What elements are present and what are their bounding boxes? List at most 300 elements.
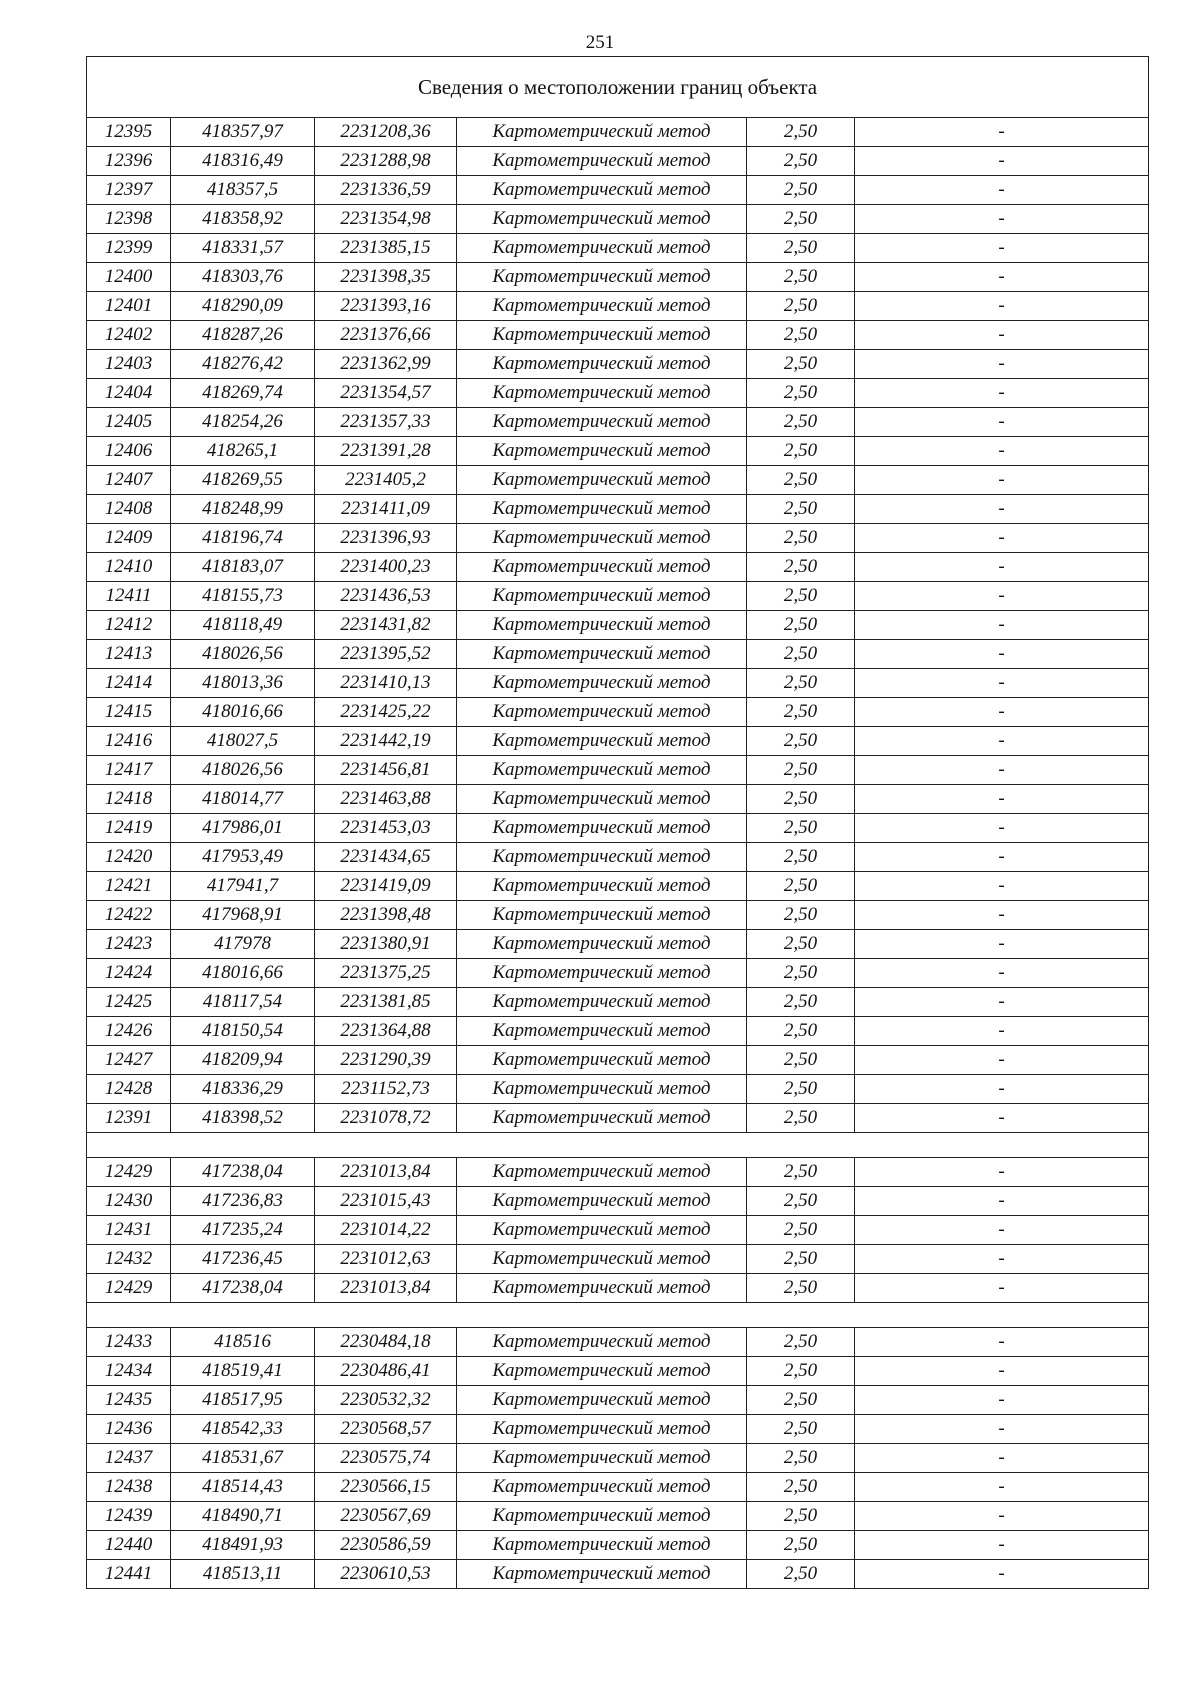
group-separator-cell [87, 1303, 1149, 1328]
accuracy-cell: 2,50 [747, 350, 855, 379]
x-coordinate-cell: 417238,04 [171, 1158, 315, 1187]
point-number-cell: 12440 [87, 1531, 171, 1560]
note-cell: - [855, 1046, 1149, 1075]
accuracy-cell: 2,50 [747, 1415, 855, 1444]
point-number-cell: 12411 [87, 582, 171, 611]
method-cell: Картометрический метод [457, 611, 747, 640]
accuracy-cell: 2,50 [747, 524, 855, 553]
accuracy-cell: 2,50 [747, 1158, 855, 1187]
x-coordinate-cell: 418331,57 [171, 234, 315, 263]
y-coordinate-cell: 2230484,18 [315, 1328, 457, 1357]
point-number-cell: 12416 [87, 727, 171, 756]
method-cell: Картометрический метод [457, 1502, 747, 1531]
method-cell: Картометрический метод [457, 1473, 747, 1502]
y-coordinate-cell: 2230566,15 [315, 1473, 457, 1502]
x-coordinate-cell: 418269,55 [171, 466, 315, 495]
table-row [87, 1357, 1149, 1386]
accuracy-cell: 2,50 [747, 843, 855, 872]
accuracy-cell: 2,50 [747, 408, 855, 437]
x-coordinate-cell: 418254,26 [171, 408, 315, 437]
note-cell: - [855, 321, 1149, 350]
note-cell: - [855, 379, 1149, 408]
point-number-cell: 12414 [87, 669, 171, 698]
accuracy-cell: 2,50 [747, 176, 855, 205]
note-cell: - [855, 1386, 1149, 1415]
note-cell: - [855, 147, 1149, 176]
note-cell: - [855, 669, 1149, 698]
note-cell: - [855, 1560, 1149, 1589]
table-row [87, 1274, 1149, 1303]
x-coordinate-cell: 418517,95 [171, 1386, 315, 1415]
accuracy-cell: 2,50 [747, 669, 855, 698]
note-cell: - [855, 1473, 1149, 1502]
group-separator-cell [87, 1133, 1149, 1158]
x-coordinate-cell: 418026,56 [171, 756, 315, 785]
x-coordinate-cell: 418269,74 [171, 379, 315, 408]
table-row [87, 379, 1149, 408]
note-cell: - [855, 495, 1149, 524]
x-coordinate-cell: 418491,93 [171, 1531, 315, 1560]
note-cell: - [855, 292, 1149, 321]
accuracy-cell: 2,50 [747, 205, 855, 234]
method-cell: Картометрический метод [457, 205, 747, 234]
x-coordinate-cell: 418150,54 [171, 1017, 315, 1046]
y-coordinate-cell: 2231405,2 [315, 466, 457, 495]
table-row [87, 1328, 1149, 1357]
table-row [87, 1104, 1149, 1133]
table-row [87, 901, 1149, 930]
method-cell: Картометрический метод [457, 727, 747, 756]
accuracy-cell: 2,50 [747, 814, 855, 843]
note-cell: - [855, 524, 1149, 553]
method-cell: Картометрический метод [457, 524, 747, 553]
y-coordinate-cell: 2231381,85 [315, 988, 457, 1017]
y-coordinate-cell: 2231014,22 [315, 1216, 457, 1245]
note-cell: - [855, 1357, 1149, 1386]
point-number-cell: 12404 [87, 379, 171, 408]
table-row [87, 292, 1149, 321]
method-cell: Картометрический метод [457, 988, 747, 1017]
point-number-cell: 12401 [87, 292, 171, 321]
point-number-cell: 12432 [87, 1245, 171, 1274]
table-row [87, 234, 1149, 263]
accuracy-cell: 2,50 [747, 611, 855, 640]
note-cell: - [855, 553, 1149, 582]
table-row [87, 1075, 1149, 1104]
table-row [87, 1216, 1149, 1245]
y-coordinate-cell: 2230532,32 [315, 1386, 457, 1415]
method-cell: Картометрический метод [457, 1017, 747, 1046]
accuracy-cell: 2,50 [747, 234, 855, 263]
y-coordinate-cell: 2231393,16 [315, 292, 457, 321]
point-number-cell: 12408 [87, 495, 171, 524]
note-cell: - [855, 234, 1149, 263]
note-cell: - [855, 756, 1149, 785]
accuracy-cell: 2,50 [747, 756, 855, 785]
accuracy-cell: 2,50 [747, 582, 855, 611]
accuracy-cell: 2,50 [747, 1216, 855, 1245]
x-coordinate-cell: 418248,99 [171, 495, 315, 524]
method-cell: Картометрический метод [457, 814, 747, 843]
y-coordinate-cell: 2230586,59 [315, 1531, 457, 1560]
point-number-cell: 12413 [87, 640, 171, 669]
note-cell: - [855, 988, 1149, 1017]
table-row [87, 698, 1149, 727]
note-cell: - [855, 1104, 1149, 1133]
accuracy-cell: 2,50 [747, 785, 855, 814]
table-row [87, 263, 1149, 292]
y-coordinate-cell: 2231015,43 [315, 1187, 457, 1216]
point-number-cell: 12422 [87, 901, 171, 930]
y-coordinate-cell: 2231398,35 [315, 263, 457, 292]
y-coordinate-cell: 2231354,98 [315, 205, 457, 234]
method-cell: Картометрический метод [457, 234, 747, 263]
method-cell: Картометрический метод [457, 321, 747, 350]
method-cell: Картометрический метод [457, 669, 747, 698]
method-cell: Картометрический метод [457, 1560, 747, 1589]
point-number-cell: 12427 [87, 1046, 171, 1075]
point-number-cell: 12438 [87, 1473, 171, 1502]
note-cell: - [855, 1415, 1149, 1444]
y-coordinate-cell: 2231396,93 [315, 524, 457, 553]
x-coordinate-cell: 418155,73 [171, 582, 315, 611]
method-cell: Картометрический метод [457, 495, 747, 524]
table-title-row [87, 57, 1149, 118]
x-coordinate-cell: 418276,42 [171, 350, 315, 379]
table-row [87, 1473, 1149, 1502]
note-cell: - [855, 466, 1149, 495]
x-coordinate-cell: 418290,09 [171, 292, 315, 321]
method-cell: Картометрический метод [457, 872, 747, 901]
method-cell: Картометрический метод [457, 292, 747, 321]
method-cell: Картометрический метод [457, 1328, 747, 1357]
y-coordinate-cell: 2231411,09 [315, 495, 457, 524]
point-number-cell: 12406 [87, 437, 171, 466]
table-row [87, 321, 1149, 350]
x-coordinate-cell: 418265,1 [171, 437, 315, 466]
table-row [87, 611, 1149, 640]
note-cell: - [855, 1531, 1149, 1560]
note-cell: - [855, 582, 1149, 611]
accuracy-cell: 2,50 [747, 379, 855, 408]
method-cell: Картометрический метод [457, 1158, 747, 1187]
point-number-cell: 12391 [87, 1104, 171, 1133]
point-number-cell: 12405 [87, 408, 171, 437]
point-number-cell: 12431 [87, 1216, 171, 1245]
y-coordinate-cell: 2231453,03 [315, 814, 457, 843]
group-separator-row [87, 1303, 1149, 1328]
y-coordinate-cell: 2231400,23 [315, 553, 457, 582]
x-coordinate-cell: 418026,56 [171, 640, 315, 669]
note-cell: - [855, 843, 1149, 872]
point-number-cell: 12395 [87, 118, 171, 147]
y-coordinate-cell: 2231336,59 [315, 176, 457, 205]
method-cell: Картометрический метод [457, 379, 747, 408]
table-row [87, 495, 1149, 524]
accuracy-cell: 2,50 [747, 640, 855, 669]
method-cell: Картометрический метод [457, 437, 747, 466]
y-coordinate-cell: 2231431,82 [315, 611, 457, 640]
method-cell: Картометрический метод [457, 1187, 747, 1216]
table-body [87, 57, 1149, 1589]
accuracy-cell: 2,50 [747, 292, 855, 321]
table-row [87, 1502, 1149, 1531]
y-coordinate-cell: 2231078,72 [315, 1104, 457, 1133]
x-coordinate-cell: 418209,94 [171, 1046, 315, 1075]
y-coordinate-cell: 2231354,57 [315, 379, 457, 408]
x-coordinate-cell: 417986,01 [171, 814, 315, 843]
y-coordinate-cell: 2230568,57 [315, 1415, 457, 1444]
accuracy-cell: 2,50 [747, 930, 855, 959]
note-cell: - [855, 1216, 1149, 1245]
table-row [87, 1187, 1149, 1216]
y-coordinate-cell: 2231290,39 [315, 1046, 457, 1075]
point-number-cell: 12410 [87, 553, 171, 582]
point-number-cell: 12412 [87, 611, 171, 640]
y-coordinate-cell: 2231419,09 [315, 872, 457, 901]
table-row [87, 1531, 1149, 1560]
accuracy-cell: 2,50 [747, 1328, 855, 1357]
accuracy-cell: 2,50 [747, 437, 855, 466]
y-coordinate-cell: 2231380,91 [315, 930, 457, 959]
point-number-cell: 12402 [87, 321, 171, 350]
x-coordinate-cell: 418398,52 [171, 1104, 315, 1133]
note-cell: - [855, 611, 1149, 640]
accuracy-cell: 2,50 [747, 553, 855, 582]
table-row [87, 988, 1149, 1017]
point-number-cell: 12434 [87, 1357, 171, 1386]
y-coordinate-cell: 2231463,88 [315, 785, 457, 814]
x-coordinate-cell: 418196,74 [171, 524, 315, 553]
y-coordinate-cell: 2231013,84 [315, 1158, 457, 1187]
note-cell: - [855, 1274, 1149, 1303]
method-cell: Картометрический метод [457, 147, 747, 176]
point-number-cell: 12424 [87, 959, 171, 988]
table-row [87, 872, 1149, 901]
table-title: Сведения о местоположении границ объекта [87, 57, 1149, 118]
accuracy-cell: 2,50 [747, 321, 855, 350]
x-coordinate-cell: 417968,91 [171, 901, 315, 930]
point-number-cell: 12439 [87, 1502, 171, 1531]
accuracy-cell: 2,50 [747, 147, 855, 176]
y-coordinate-cell: 2231395,52 [315, 640, 457, 669]
method-cell: Картометрический метод [457, 1357, 747, 1386]
accuracy-cell: 2,50 [747, 727, 855, 756]
note-cell: - [855, 1017, 1149, 1046]
table-row [87, 147, 1149, 176]
table-row [87, 1017, 1149, 1046]
boundary-coordinates-table [86, 56, 1149, 1589]
y-coordinate-cell: 2230486,41 [315, 1357, 457, 1386]
table-row [87, 466, 1149, 495]
table-row [87, 553, 1149, 582]
table-row [87, 640, 1149, 669]
table-row [87, 205, 1149, 234]
x-coordinate-cell: 418027,5 [171, 727, 315, 756]
method-cell: Картометрический метод [457, 263, 747, 292]
method-cell: Картометрический метод [457, 466, 747, 495]
method-cell: Картометрический метод [457, 785, 747, 814]
point-number-cell: 12428 [87, 1075, 171, 1104]
point-number-cell: 12403 [87, 350, 171, 379]
method-cell: Картометрический метод [457, 959, 747, 988]
accuracy-cell: 2,50 [747, 1017, 855, 1046]
x-coordinate-cell: 418016,66 [171, 698, 315, 727]
y-coordinate-cell: 2231012,63 [315, 1245, 457, 1274]
y-coordinate-cell: 2230575,74 [315, 1444, 457, 1473]
accuracy-cell: 2,50 [747, 1386, 855, 1415]
accuracy-cell: 2,50 [747, 118, 855, 147]
y-coordinate-cell: 2231436,53 [315, 582, 457, 611]
accuracy-cell: 2,50 [747, 263, 855, 292]
x-coordinate-cell: 417941,7 [171, 872, 315, 901]
y-coordinate-cell: 2231434,65 [315, 843, 457, 872]
note-cell: - [855, 1245, 1149, 1274]
accuracy-cell: 2,50 [747, 466, 855, 495]
table-row [87, 1386, 1149, 1415]
note-cell: - [855, 959, 1149, 988]
accuracy-cell: 2,50 [747, 1560, 855, 1589]
point-number-cell: 12417 [87, 756, 171, 785]
method-cell: Картометрический метод [457, 408, 747, 437]
note-cell: - [855, 1502, 1149, 1531]
point-number-cell: 12430 [87, 1187, 171, 1216]
y-coordinate-cell: 2231288,98 [315, 147, 457, 176]
accuracy-cell: 2,50 [747, 1104, 855, 1133]
accuracy-cell: 2,50 [747, 1473, 855, 1502]
table-row [87, 727, 1149, 756]
accuracy-cell: 2,50 [747, 1531, 855, 1560]
method-cell: Картометрический метод [457, 1104, 747, 1133]
table-row [87, 524, 1149, 553]
accuracy-cell: 2,50 [747, 901, 855, 930]
point-number-cell: 12396 [87, 147, 171, 176]
method-cell: Картометрический метод [457, 756, 747, 785]
table-row [87, 843, 1149, 872]
y-coordinate-cell: 2231391,28 [315, 437, 457, 466]
x-coordinate-cell: 418014,77 [171, 785, 315, 814]
accuracy-cell: 2,50 [747, 872, 855, 901]
accuracy-cell: 2,50 [747, 1046, 855, 1075]
table-row [87, 1415, 1149, 1444]
note-cell: - [855, 698, 1149, 727]
y-coordinate-cell: 2231376,66 [315, 321, 457, 350]
table-row [87, 408, 1149, 437]
note-cell: - [855, 640, 1149, 669]
x-coordinate-cell: 417235,24 [171, 1216, 315, 1245]
point-number-cell: 12426 [87, 1017, 171, 1046]
method-cell: Картометрический метод [457, 1075, 747, 1104]
point-number-cell: 12400 [87, 263, 171, 292]
accuracy-cell: 2,50 [747, 1075, 855, 1104]
point-number-cell: 12435 [87, 1386, 171, 1415]
point-number-cell: 12399 [87, 234, 171, 263]
note-cell: - [855, 1075, 1149, 1104]
x-coordinate-cell: 418287,26 [171, 321, 315, 350]
x-coordinate-cell: 417236,83 [171, 1187, 315, 1216]
accuracy-cell: 2,50 [747, 1502, 855, 1531]
y-coordinate-cell: 2230610,53 [315, 1560, 457, 1589]
table-row [87, 1046, 1149, 1075]
y-coordinate-cell: 2231364,88 [315, 1017, 457, 1046]
method-cell: Картометрический метод [457, 698, 747, 727]
accuracy-cell: 2,50 [747, 698, 855, 727]
note-cell: - [855, 263, 1149, 292]
point-number-cell: 12397 [87, 176, 171, 205]
note-cell: - [855, 205, 1149, 234]
table-row [87, 930, 1149, 959]
method-cell: Картометрический метод [457, 1216, 747, 1245]
point-number-cell: 12441 [87, 1560, 171, 1589]
point-number-cell: 12418 [87, 785, 171, 814]
method-cell: Картометрический метод [457, 901, 747, 930]
method-cell: Картометрический метод [457, 118, 747, 147]
x-coordinate-cell: 418357,97 [171, 118, 315, 147]
note-cell: - [855, 350, 1149, 379]
method-cell: Картометрический метод [457, 843, 747, 872]
table-row [87, 176, 1149, 205]
table-row [87, 669, 1149, 698]
y-coordinate-cell: 2231375,25 [315, 959, 457, 988]
method-cell: Картометрический метод [457, 640, 747, 669]
note-cell: - [855, 901, 1149, 930]
note-cell: - [855, 437, 1149, 466]
method-cell: Картометрический метод [457, 1274, 747, 1303]
note-cell: - [855, 1187, 1149, 1216]
point-number-cell: 12419 [87, 814, 171, 843]
table-row [87, 437, 1149, 466]
table-row [87, 350, 1149, 379]
point-number-cell: 12433 [87, 1328, 171, 1357]
method-cell: Картометрический метод [457, 553, 747, 582]
accuracy-cell: 2,50 [747, 1357, 855, 1386]
y-coordinate-cell: 2231410,13 [315, 669, 457, 698]
note-cell: - [855, 408, 1149, 437]
table-row [87, 1444, 1149, 1473]
point-number-cell: 12423 [87, 930, 171, 959]
x-coordinate-cell: 417978 [171, 930, 315, 959]
note-cell: - [855, 814, 1149, 843]
x-coordinate-cell: 418514,43 [171, 1473, 315, 1502]
method-cell: Картометрический метод [457, 1046, 747, 1075]
note-cell: - [855, 176, 1149, 205]
x-coordinate-cell: 418519,41 [171, 1357, 315, 1386]
x-coordinate-cell: 418531,67 [171, 1444, 315, 1473]
y-coordinate-cell: 2231152,73 [315, 1075, 457, 1104]
x-coordinate-cell: 418303,76 [171, 263, 315, 292]
x-coordinate-cell: 418013,36 [171, 669, 315, 698]
y-coordinate-cell: 2231357,33 [315, 408, 457, 437]
x-coordinate-cell: 418542,33 [171, 1415, 315, 1444]
table-row [87, 582, 1149, 611]
point-number-cell: 12437 [87, 1444, 171, 1473]
table-row [87, 785, 1149, 814]
x-coordinate-cell: 417236,45 [171, 1245, 315, 1274]
group-separator-row [87, 1133, 1149, 1158]
point-number-cell: 12398 [87, 205, 171, 234]
page-number: 251 [585, 32, 615, 53]
x-coordinate-cell: 418016,66 [171, 959, 315, 988]
x-coordinate-cell: 418117,54 [171, 988, 315, 1017]
point-number-cell: 12415 [87, 698, 171, 727]
accuracy-cell: 2,50 [747, 1274, 855, 1303]
point-number-cell: 12436 [87, 1415, 171, 1444]
table-row [87, 1245, 1149, 1274]
method-cell: Картометрический метод [457, 176, 747, 205]
y-coordinate-cell: 2231425,22 [315, 698, 457, 727]
x-coordinate-cell: 418336,29 [171, 1075, 315, 1104]
x-coordinate-cell: 418118,49 [171, 611, 315, 640]
